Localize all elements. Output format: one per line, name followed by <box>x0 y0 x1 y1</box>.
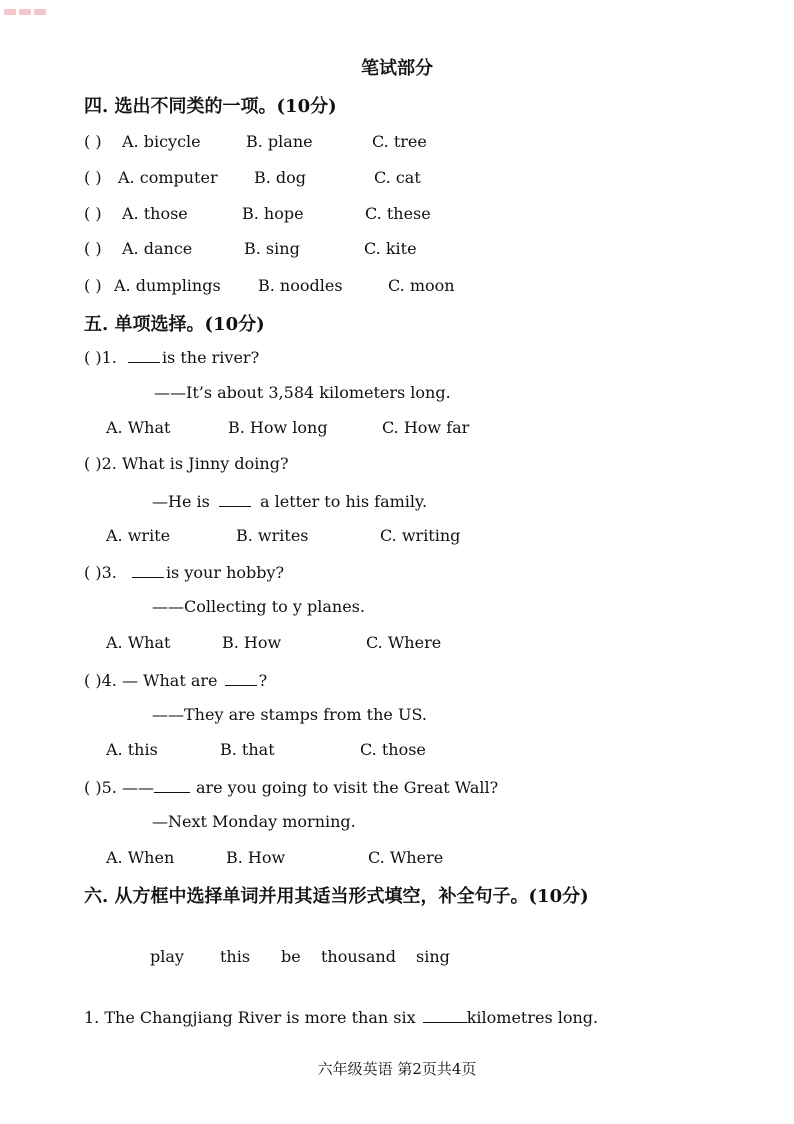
corner-stamp-mark <box>4 0 58 10</box>
answer-paren: ( ) <box>84 132 102 151</box>
section5-heading: 五. 单项选择。(10分) <box>84 314 265 335</box>
word-box-item: be <box>281 947 301 966</box>
option-b: B. hope <box>242 204 304 223</box>
option-a: A. write <box>106 526 171 545</box>
question-number: ( )5. <box>84 778 117 797</box>
answer-blank[interactable] <box>219 490 251 507</box>
page-footer: 六年级英语 第2页共4页 <box>317 1060 477 1078</box>
question-number: ( )2. <box>84 454 117 473</box>
word-box-item: thousand <box>321 947 396 966</box>
option-a: A. What <box>106 418 171 437</box>
option-c: C. these <box>365 204 431 223</box>
option-c: C. tree <box>372 132 427 151</box>
option-c: C. cat <box>374 168 421 187</box>
fill-in-sentence-1 <box>84 1006 598 1027</box>
question-1 <box>84 346 259 367</box>
option-a: A. this <box>106 740 158 759</box>
question-text: is the river? <box>161 348 260 367</box>
option-a: A. computer <box>118 168 218 187</box>
question-text: What is Jinny doing? <box>121 454 289 473</box>
question-number: ( )4. <box>84 671 117 690</box>
option-c: C. moon <box>388 276 455 295</box>
answer-paren: ( ) <box>84 276 102 295</box>
question-4-response: ——They are stamps from the US. <box>152 705 427 724</box>
option-b: B. How <box>222 633 282 652</box>
answer-blank[interactable] <box>423 1006 467 1023</box>
page-title: 笔试部分 <box>361 58 433 79</box>
question-number: ( )3. <box>84 563 117 582</box>
question-text: is your hobby? <box>165 563 285 582</box>
option-b: B. sing <box>244 239 300 258</box>
option-b: B. writes <box>236 526 309 545</box>
answer-blank[interactable] <box>128 346 160 363</box>
option-b: B. that <box>220 740 275 759</box>
question-5 <box>84 776 498 797</box>
option-c: C. Where <box>368 848 444 867</box>
section6-heading: 六. 从方框中选择单词并用其适当形式填空，补全句子。(10分) <box>84 886 589 907</box>
option-a: A. those <box>122 204 188 223</box>
answer-paren: ( ) <box>84 239 102 258</box>
option-b: B. How long <box>228 418 328 437</box>
option-b: B. How <box>226 848 286 867</box>
response-text: —He is <box>152 492 210 511</box>
answer-blank[interactable] <box>154 776 190 793</box>
response-text: a letter to his family. <box>260 492 428 511</box>
word-box-item: this <box>220 947 251 966</box>
question-text: are you going to visit the Great Wall? <box>195 778 499 797</box>
word-box-item: sing <box>416 947 450 966</box>
question-3 <box>84 561 284 582</box>
question-1-response: ——It’s about 3,584 kilometers long. <box>154 383 451 402</box>
question-2-response <box>152 490 427 511</box>
option-a: A. dance <box>122 239 193 258</box>
answer-blank[interactable] <box>132 561 164 578</box>
question-4 <box>84 669 267 690</box>
answer-paren: ( ) <box>84 204 102 223</box>
option-b: B. noodles <box>258 276 343 295</box>
option-a: A. bicycle <box>122 132 201 151</box>
question-number: ( )1. <box>84 348 117 367</box>
option-c: C. writing <box>380 526 461 545</box>
option-c: C. How far <box>382 418 470 437</box>
option-c: C. kite <box>364 239 417 258</box>
option-b: B. dog <box>254 168 307 187</box>
answer-paren: ( ) <box>84 168 102 187</box>
question-text: ? <box>258 671 268 690</box>
section4-heading: 四. 选出不同类的一项。(10分) <box>84 96 337 117</box>
option-c: C. Where <box>366 633 442 652</box>
question-5-response: —Next Monday morning. <box>152 812 356 831</box>
sentence-text: 1. The Changjiang River is more than six <box>84 1008 416 1027</box>
question-text: —— <box>121 778 154 797</box>
question-text: — What are <box>121 671 218 690</box>
option-a: A. When <box>106 848 175 867</box>
option-a: A. dumplings <box>114 276 221 295</box>
option-a: A. What <box>106 633 171 652</box>
sentence-text: kilometres long. <box>466 1008 599 1027</box>
word-box-item: play <box>150 947 184 966</box>
answer-blank[interactable] <box>225 669 257 686</box>
question-3-response: ——Collecting to y planes. <box>152 597 365 616</box>
option-b: B. plane <box>246 132 313 151</box>
question-2 <box>84 454 289 473</box>
option-c: C. those <box>360 740 426 759</box>
